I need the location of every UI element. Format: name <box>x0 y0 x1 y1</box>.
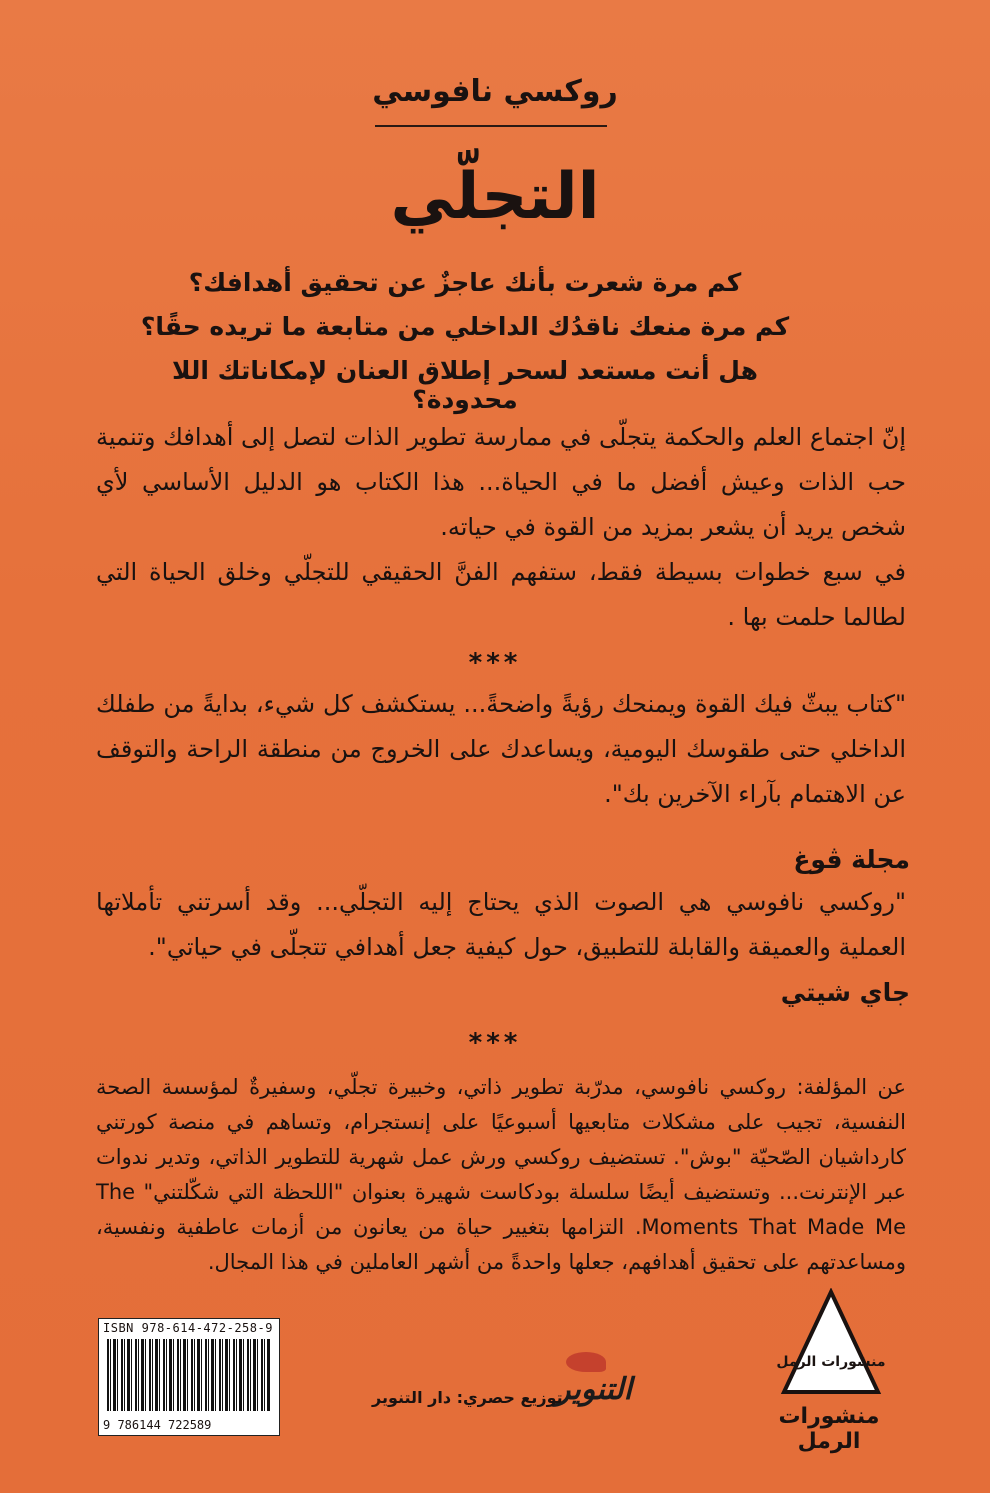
intro-paragraph: إنّ اجتماع العلم والحكمة يتجلّى في ممارسة تطوير الذات لتصل إلى أهدافك وتنمية حب الذات وعيش أفضل ما في الحياة... هذا الكتاب هو الدليل الأساسي لأي شخص يريد أن يشعر بمزيد من القوة في حياته. <box>96 423 906 541</box>
question-1: كم مرة شعرت بأنك عاجزٌ عن تحقيق أهدافك؟ <box>188 268 742 297</box>
review-source-1: مجلة ڤوغ <box>793 845 910 874</box>
steps-paragraph: في سبع خطوات بسيطة فقط، ستفهم الفنَّ الحقيقي للتجلّي وخلق الحياة التي لطالما حلمت بها . <box>96 558 906 631</box>
barcode-number: 9 786144 722589 <box>103 1418 212 1432</box>
separator-stars: *** <box>468 648 522 678</box>
pyramid-logo-icon <box>776 1288 886 1398</box>
review-source-2: جاي شيتي <box>780 978 910 1007</box>
publisher-name: منشورات الرمل <box>778 1404 880 1454</box>
author-name: روكسي نافوسي <box>372 74 618 109</box>
author-divider <box>375 125 607 127</box>
separator-stars: *** <box>468 1028 522 1058</box>
flame-icon <box>566 1352 606 1372</box>
distributor-logo: التنوير <box>556 1372 632 1407</box>
about-author: عن المؤلفة: روكسي نافوسي، مدرّبة تطوير ذاتي، وخبيرة تجلّي، وسفيرةٌ لمؤسسة الصحة النفسية، تجيب على مشكلات متابعيها أسبوعيًا على إنستجرام، وتساهم في منصة كورتني كارداشيان الصّحيّة "بوش". تستضيف روكسي ورش عمل شهرية للتطوير الذاتي، وتدير ندوات عبر الإنترنت... وتستضيف أيضًا سلسلة بودكاست شهيرة بعنوان "اللحظة التي شكّلتني" The Moments That Made Me. التزامها بتغيير حياة من يعانون من أزمات عاطفية ونفسية، ومساعدتهم على تحقيق أهدافهم، جعلها واحدةً من أشهر العاملين في هذا المجال. <box>96 1075 906 1274</box>
question-3: هل أنت مستعد لسحر إطلاق العنان لإمكاناتك اللا محدودة؟ <box>172 356 758 414</box>
barcode-bars <box>107 1339 271 1411</box>
review-quote-1: "كتاب يبثّ فيك القوة ويمنحك رؤيةً واضحةً... يستكشف كل شيء، بدايةً من طفلك الداخلي حتى طقوسك اليومية، ويساعدك على الخروج من منطقة الراحة والتوقف عن الاهتمام بآراء الآخرين بك". <box>96 690 906 808</box>
review-quote-2: "روكسي نافوسي هي الصوت الذي يحتاج إليه التجلّي... وقد أسرتني تأملاتها العملية والعميقة والقابلة للتطبيق، حول كيفية جعل أهدافي تتجلّى في حياتي". <box>96 888 906 961</box>
isbn-number: ISBN 978-614-472-258-9 <box>103 1321 273 1335</box>
publisher-logo-text: منشورات الرمل <box>776 1354 886 1370</box>
distribution-note: توزيع حصري: دار التنوير <box>372 1388 563 1407</box>
question-2: كم مرة منعك ناقدُك الداخلي من متابعة ما تريده حقًا؟ <box>140 312 790 341</box>
barcode <box>98 1318 280 1436</box>
book-title: التجلّي <box>390 160 600 234</box>
